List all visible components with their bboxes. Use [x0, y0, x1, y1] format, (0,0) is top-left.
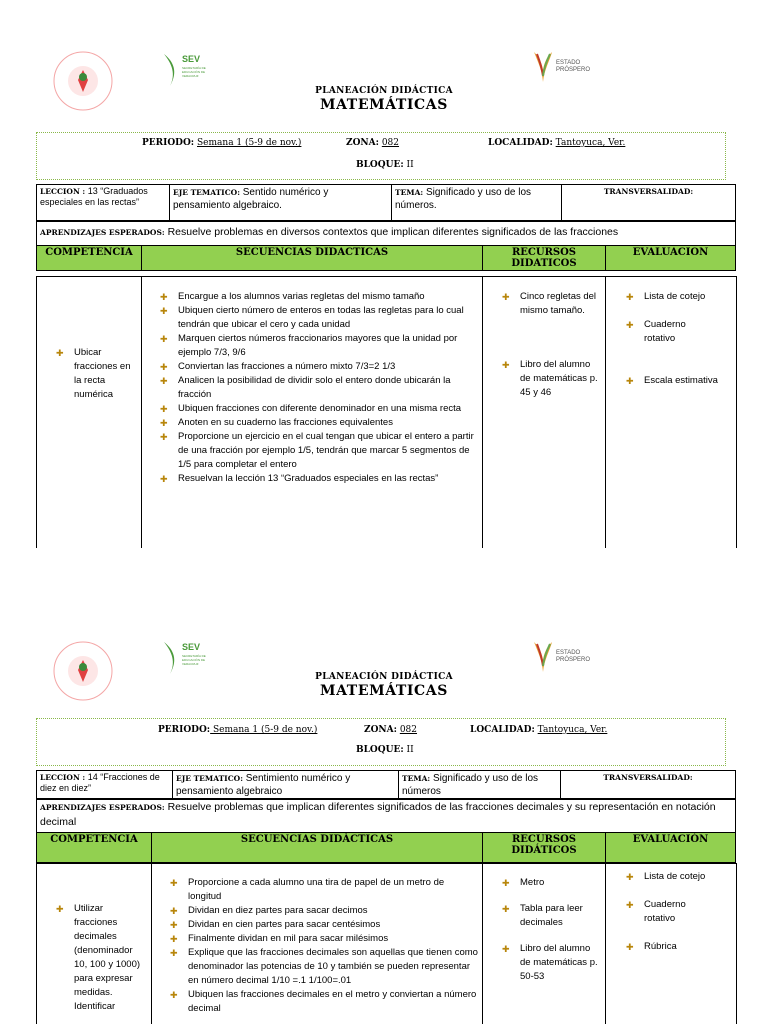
list-item: ✚ Ubiquen cierto número de enteros en todas las regletas para lo cual tendrán que ubicar el cero y cada unidad	[160, 305, 464, 330]
list-item: ✚ Ubiquen las fracciones decimales en el metro y conviertan a número decimal	[170, 989, 477, 1014]
list-item: ✚ Libro del alumno de matemáticas p. 50-53	[502, 943, 598, 982]
leccion-cell: LECCION : 13 “Graduados especiales en las rectas”	[37, 185, 170, 221]
col-head-secuencias: SECUENCIAS DIDÁCTICAS	[152, 833, 483, 863]
bullet-icon: ✚	[160, 362, 168, 372]
header-small: PLANEACIÓN DIDÁCTICA	[315, 86, 453, 96]
list-item: ✚ Conviertan las fracciones a número mixto 7/3=2 1/3	[160, 361, 396, 372]
leccion-cell: LECCION : 14 “Fracciones de diez en diez”	[37, 771, 173, 800]
periodo-field: PERIODO: Semana 1 (5-9 de nov.)	[158, 725, 318, 735]
bullet-icon: ✚	[502, 360, 510, 370]
list-item: ✚ Cuaderno rotativo	[626, 319, 686, 344]
secuencias-col	[170, 876, 478, 1016]
competencia-text: Ubicar fracciones en la recta numérica	[74, 347, 131, 400]
col-head-evaluacion: EVALUACIÓN	[606, 833, 736, 863]
list-item: ✚ Rúbrica	[626, 941, 677, 952]
lesson-info-table	[36, 770, 736, 800]
bullet-icon: ✚	[160, 334, 168, 344]
bullet-icon: ✚	[626, 942, 634, 952]
zona-field: ZONA: 082	[346, 138, 400, 148]
header-big: MATEMÁTICAS	[320, 97, 448, 113]
eje-cell: EJE TEMATICO: Sentido numérico y pensamiento algebraico.	[170, 185, 392, 221]
list-item: ✚ Cinco regletas del mismo tamaño.	[502, 291, 597, 316]
bullet-icon: ✚	[170, 934, 178, 944]
list-item: ✚ Marquen ciertos números fraccionarios mayores que la unidad por ejemplo 7/3, 9/6	[160, 333, 458, 358]
bullet-icon: ✚	[170, 906, 178, 916]
bullet-icon: ✚	[170, 948, 178, 958]
aprendizajes-cell: APRENDIZAJES ESPERADOS: Resuelve problemas en diversos contextos que implican diferentes significados de las fracciones	[37, 222, 736, 246]
bullet-icon: ✚	[502, 878, 510, 888]
zona-field: ZONA: 082	[364, 725, 418, 735]
list-item: ✚ Lista de cotejo	[626, 871, 706, 882]
tema-cell: TEMA: Significado y uso de los números	[399, 771, 561, 800]
estado-prospero-logo: ESTADO PRÓSPERO	[532, 50, 602, 86]
recursos-col	[502, 290, 598, 400]
estado-prospero-logo: ESTADO PRÓSPERO	[532, 640, 602, 676]
col-head-evaluacion: EVALUACION	[606, 246, 736, 271]
bullet-icon: ✚	[160, 376, 168, 386]
competencia-text: Utilizar fracciones decimales (denominador 10, 100 y 1000) para expresar medidas. Identificar	[74, 903, 141, 1012]
aprendizajes-table	[36, 221, 736, 246]
bullet-icon: ✚	[160, 474, 168, 484]
col-head-recursos: RECURSOS DIDATICOS	[483, 246, 606, 271]
transversalidad-cell: TRANSVERSALIDAD:	[561, 771, 736, 800]
bullet-icon: ✚	[160, 292, 168, 302]
bullet-icon: ✚	[502, 904, 510, 914]
bullet-icon: ✚	[160, 418, 168, 428]
bullet-icon: ✚	[626, 900, 634, 910]
sev-logo: SEV SECRETARÍA DE EDUCACIÓN DE VERACRUZ	[160, 52, 230, 92]
bullet-icon: ✚	[160, 306, 168, 316]
list-item: ✚ Analicen la posibilidad de dividir solo el entero donde ubicarán la fracción	[160, 375, 451, 400]
periodo-field: PERIODO: Semana 1 (5-9 de nov.)	[142, 138, 302, 148]
list-item: ✚ Finalmente dividan en mil para sacar milésimos	[170, 933, 389, 944]
bullet-icon: ✚	[170, 878, 178, 888]
aprendizajes-cell: APRENDIZAJES ESPERADOS: Resuelve problemas que implican diferentes significados de las fracciones decimales y su representación en notación decimal	[37, 799, 736, 833]
list-item: ✚ Tabla para leer decimales	[502, 903, 583, 928]
bullet-icon: ✚	[626, 292, 634, 302]
localidad-field: LOCALIDAD: Tantoyuca, Ver.	[488, 138, 626, 148]
list-item: ✚ Ubiquen fracciones con diferente denominador en una misma recta	[160, 403, 462, 414]
list-item: ✚ Proporcione un ejercicio en el cual tengan que ubicar el entero a partir de una fracción por ejemplo 1/5, tendrán que marcar 5 segmentos de 1/5 para completar el entero	[160, 431, 474, 470]
column-header-table	[36, 245, 736, 271]
bullet-icon: ✚	[170, 920, 178, 930]
bullet-icon: ✚	[626, 872, 634, 882]
list-item: ✚ Resuelvan la lección 13 “Graduados especiales en las rectas”	[160, 473, 439, 484]
bullet-icon: ✚	[56, 904, 64, 914]
secuencias-col	[160, 290, 476, 486]
col-head-competencia: COMPETENCIA	[37, 246, 142, 271]
eje-cell: EJE TEMATICO: Sentimiento numérico y pensamiento algebraico	[173, 771, 399, 800]
evaluacion-col	[626, 290, 734, 388]
col-head-competencia: COMPETENCIA	[37, 833, 152, 863]
header-big: MATEMÁTICAS	[320, 683, 448, 699]
bullet-icon: ✚	[160, 432, 168, 442]
tema-cell: TEMA: Significado y uso de los números.	[392, 185, 562, 221]
plan-header	[0, 86, 768, 113]
bullet-icon: ✚	[56, 348, 64, 358]
bullet-icon: ✚	[170, 990, 178, 1000]
recursos-col	[502, 876, 602, 984]
sev-logo: SEV SECRETARÍA DE EDUCACIÓN DE VERACRUZ	[160, 640, 230, 680]
transversalidad-cell: TRANSVERSALIDAD:	[562, 185, 736, 221]
competencia-col	[56, 902, 146, 1014]
aprendizajes-table	[36, 798, 736, 833]
evaluacion-col	[626, 870, 734, 954]
list-item: ✚ Metro	[502, 877, 545, 888]
bloque-field: BLOQUE: II	[356, 160, 414, 170]
bullet-icon: ✚	[626, 376, 634, 386]
bullet-icon: ✚	[626, 320, 634, 330]
plan-header	[0, 672, 768, 699]
list-item: ✚ Dividan en cien partes para sacar centésimos	[170, 919, 381, 930]
col-head-recursos: RECURSOS DIDÁTICOS	[483, 833, 606, 863]
list-item: ✚ Libro del alumno de matemáticas p. 45 y 46	[502, 359, 598, 398]
competencia-col	[56, 346, 136, 402]
bullet-icon: ✚	[502, 944, 510, 954]
list-item: ✚ Anoten en su cuaderno las fracciones equivalentes	[160, 417, 393, 428]
lesson-info-table	[36, 184, 736, 221]
header-small: PLANEACIÓN DIDÁCTICA	[315, 672, 453, 682]
col-head-secuencias: SECUENCIAS DIDACTICAS	[142, 246, 483, 271]
list-item: ✚ Dividan en diez partes para sacar decimos	[170, 905, 368, 916]
list-item: ✚ Explique que las fracciones decimales son aquellas que tienen como denominador las potencias de 10 y también se pueden representar en número decimal 1/10 =.1 1/100=.01	[170, 947, 478, 986]
localidad-field: LOCALIDAD: Tantoyuca, Ver.	[470, 725, 608, 735]
list-item: ✚ Encargue a los alumnos varias regletas del mismo tamaño	[160, 291, 425, 302]
list-item: ✚ Escala estimativa	[626, 375, 718, 386]
bullet-icon: ✚	[160, 404, 168, 414]
column-header-table	[36, 832, 736, 863]
bloque-field: BLOQUE: II	[356, 745, 414, 755]
list-item: ✚ Proporcione a cada alumno una tira de papel de un metro de longitud	[170, 877, 445, 902]
list-item: ✚ Cuaderno rotativo	[626, 899, 686, 924]
list-item: ✚ Lista de cotejo	[626, 291, 706, 302]
bullet-icon: ✚	[502, 292, 510, 302]
